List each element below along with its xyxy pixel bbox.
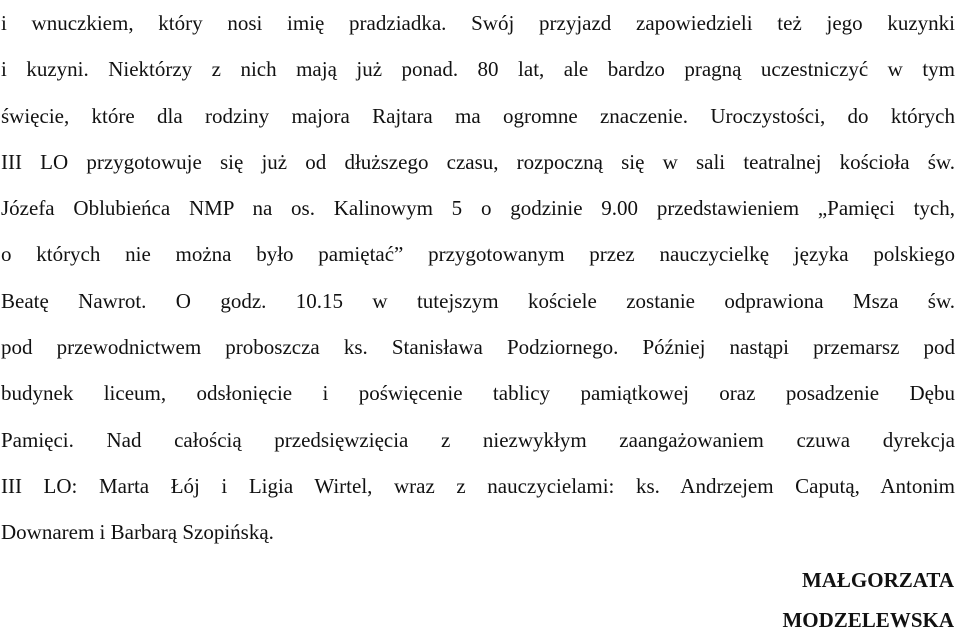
paragraph-line: III LO: Marta Łój i Ligia Wirtel, wraz z nauczycielami: ks. Andrzejem Caputą, Antonim — [1, 473, 955, 498]
paragraph-line: i kuzyni. Niektórzy z nich mają już ponad. 80 lat, ale bardzo pragną uczestniczyć w tym — [1, 57, 955, 82]
author-signature — [782, 560, 954, 640]
paragraph-line: budynek liceum, odsłonięcie i poświęcenie tablicy pamiątkowej oraz posadzenie Dębu — [1, 381, 955, 406]
paragraph-line: III LO przygotowuje się już od dłuższego czasu, rozpoczną się w sali teatralnej kościoła św. — [1, 149, 955, 174]
author-last-name: MODZELEWSKA — [782, 608, 954, 632]
paragraph-line: i wnuczkiem, który nosi imię pradziadka. Swój przyjazd zapowiedzieli też jego kuzynki — [1, 11, 955, 35]
paragraph-line: pod przewodnictwem proboszcza ks. Stanisława Podziornego. Później nastąpi przemarsz pod — [1, 335, 955, 360]
paragraph-line: Beatę Nawrot. O godz. 10.15 w tutejszym kościele zostanie odprawiona Msza św. — [1, 288, 955, 313]
author-first-name: MAŁGORZATA — [801, 568, 954, 592]
paragraph-line-last: Downarem i Barbarą Szopińską. — [1, 520, 274, 545]
paragraph-line: Pamięci. Nad całością przedsięwzięcia z niezwykłym zaangażowaniem czuwa dyrekcja — [1, 427, 955, 452]
paragraph-line: o których nie można było pamiętać” przygotowanym przez nauczycielkę języka polskiego — [1, 242, 955, 267]
article-paragraph — [1, 0, 955, 556]
paragraph-line: święcie, które dla rodziny majora Rajtara ma ogromne znaczenie. Uroczystości, do których — [1, 103, 955, 128]
paragraph-line: Józefa Oblubieńca NMP na os. Kalinowym 5 o godzinie 9.00 przedstawieniem „Pamięci tych, — [1, 196, 955, 221]
